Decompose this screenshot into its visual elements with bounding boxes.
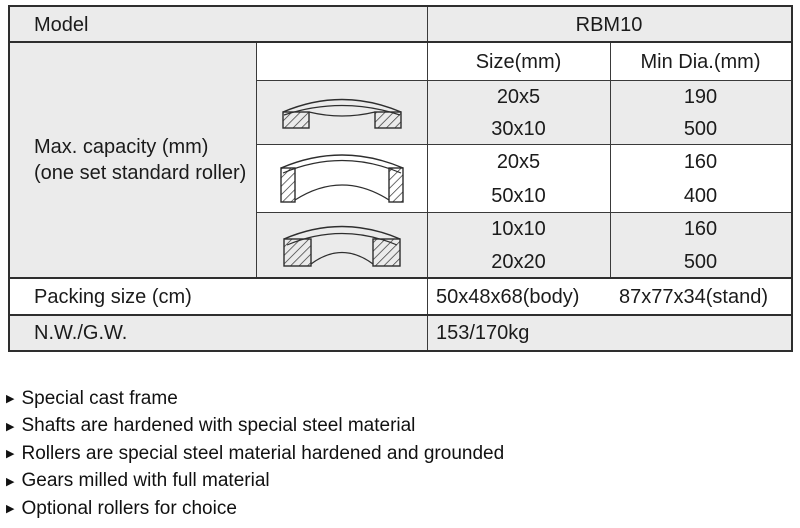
capacity-label-line1: Max. capacity (mm) bbox=[34, 136, 209, 158]
min-dia-values-cell bbox=[610, 81, 791, 145]
packing-size-label: Packing size (cm) bbox=[34, 285, 192, 308]
packing-size-value bbox=[427, 278, 791, 315]
table-gridline bbox=[256, 144, 791, 145]
model-value: RBM10 bbox=[427, 7, 791, 42]
min-dia-value: 500 bbox=[683, 118, 718, 140]
flat-bar-horizontal-section-icon bbox=[282, 96, 402, 130]
table-gridline bbox=[256, 80, 791, 81]
table-gridline bbox=[10, 314, 791, 316]
table-gridline bbox=[427, 7, 428, 350]
model-label: Model bbox=[10, 7, 427, 42]
size-value: 10x10 bbox=[491, 218, 546, 241]
capacity-row-icon-cell bbox=[256, 213, 427, 278]
min-dia-column-header: Min Dia.(mm) bbox=[640, 50, 761, 73]
feature-item bbox=[6, 413, 504, 441]
weight-label: N.W./G.W. bbox=[10, 315, 427, 350]
feature-item bbox=[6, 385, 504, 413]
size-values-cell bbox=[427, 81, 610, 145]
size-value: 20x20 bbox=[491, 250, 546, 273]
min-dia-value: 190 bbox=[683, 86, 718, 108]
feature-list bbox=[6, 385, 504, 523]
weight-value: 153/170kg bbox=[427, 315, 791, 350]
feature-text: Rollers are special steel material hardened and grounded bbox=[21, 442, 505, 464]
feature-item bbox=[6, 495, 504, 523]
feature-text: Shafts are hardened with special steel material bbox=[21, 415, 416, 437]
bullet-triangle-icon: ▶ bbox=[6, 503, 15, 516]
size-value: 30x10 bbox=[491, 118, 546, 140]
size-value: 20x5 bbox=[496, 86, 541, 108]
header-empty-cell bbox=[256, 42, 427, 81]
min-dia-values-cell bbox=[610, 213, 791, 278]
feature-item bbox=[6, 440, 504, 468]
size-values-cell bbox=[427, 145, 610, 213]
bullet-triangle-icon: ▶ bbox=[6, 475, 15, 488]
feature-text: Special cast frame bbox=[21, 387, 178, 409]
packing-body-value: 50x48x68(body) bbox=[436, 285, 580, 308]
size-column-header: Size(mm) bbox=[475, 50, 562, 73]
min-dia-value: 160 bbox=[683, 218, 718, 241]
size-value: 20x5 bbox=[496, 151, 541, 173]
bullet-triangle-icon: ▶ bbox=[6, 420, 15, 433]
table-gridline bbox=[610, 42, 611, 278]
flat-bar-vertical-section-icon bbox=[279, 154, 405, 204]
min-dia-value: 160 bbox=[683, 151, 718, 173]
feature-text: Optional rollers for choice bbox=[21, 497, 237, 519]
feature-text: Gears milled with full material bbox=[21, 470, 270, 492]
table-gridline bbox=[10, 41, 791, 43]
capacity-label-line2: (one set standard roller) bbox=[34, 162, 247, 184]
size-value: 50x10 bbox=[491, 185, 546, 207]
table-gridline bbox=[256, 212, 791, 213]
capacity-row-icon-cell bbox=[256, 81, 427, 145]
packing-stand-value: 87x77x34(stand) bbox=[619, 285, 768, 308]
feature-item bbox=[6, 468, 504, 496]
table-gridline bbox=[256, 42, 257, 278]
size-values-cell bbox=[427, 213, 610, 278]
capacity-label bbox=[10, 42, 256, 278]
square-bar-section-icon bbox=[282, 223, 402, 269]
table-gridline bbox=[10, 277, 791, 279]
min-dia-values-cell bbox=[610, 145, 791, 213]
capacity-row-icon-cell bbox=[256, 145, 427, 213]
bullet-triangle-icon: ▶ bbox=[6, 393, 15, 406]
min-dia-value: 500 bbox=[683, 250, 718, 273]
spec-table bbox=[8, 5, 793, 352]
min-dia-value: 400 bbox=[683, 185, 718, 207]
bullet-triangle-icon: ▶ bbox=[6, 448, 15, 461]
